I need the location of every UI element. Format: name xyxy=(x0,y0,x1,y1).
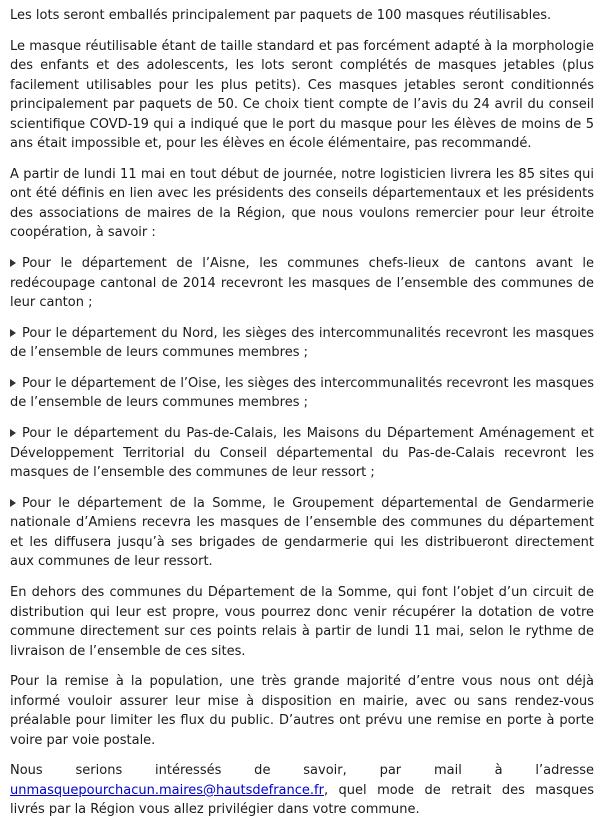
bullet-item-oise xyxy=(10,374,594,413)
triangle-bullet-icon xyxy=(10,499,16,507)
paragraph-delivery-sites: A partir de lundi 11 mai en tout début de journée, notre logisticien livrera les 85 sites qui ont été définis en lien avec les présidents des conseils départementaux et les présidents des associations de maires de la Région, que nous voulons remercier pour leur étroite coopération, à savoir : xyxy=(10,166,594,241)
bullet-item-pas-de-calais xyxy=(10,424,594,483)
email-link[interactable]: unmasquepourchacun.maires@hautsdefrance.fr xyxy=(10,782,324,798)
paragraph-population-distribution: Pour la remise à la population, une très grande majorité d’entre vous nous ont déjà informé vouloir assurer leur mise à disposition en mairie, avec ou sans rendez-vous préalable pour limiter les flux du public. D’autres ont prévu une remise en porte à porte voire par voie postale. xyxy=(10,674,594,748)
paragraph-packaging: Les lots seront emballés principalement par paquets de 100 masques réutilisables. xyxy=(10,8,552,23)
bullet-item-nord xyxy=(10,324,594,363)
bullet-text: Pour le département de la Somme, le Groupement départemental de Gendarmerie nationale d’Amiens recevra les masques de l’ensemble des communes du département et les diffusera jusqu’à ses brigades de gendarmerie qui les distribueront directement aux communes de leur ressort. xyxy=(10,495,594,570)
bullet-text: Pour le département de l’Aisne, les communes chefs-lieux de cantons avant le redécoupage cantonal de 2014 recevront les masques de l’ensemble des communes de leur canton ; xyxy=(10,256,594,311)
bullet-item-aisne xyxy=(10,254,594,313)
paragraph-relay-points: En dehors des communes du Département de la Somme, qui font l’objet d’un circuit de distribution qui leur est propre, vous pourrez donc venir récupérer la dotation de votre commune directement sur ces points relais à partir de lundi 11 mai, selon le rythme de livraison de l’ensemble de ces sites. xyxy=(10,585,594,659)
triangle-bullet-icon xyxy=(10,429,16,437)
paragraph-disposable-masks: Le masque réutilisable étant de taille standard et pas forcément adapté à la morphologie des enfants et des adolescents, les lots seront complétés de masques jetables (plus facilement utilisables pour les plus petits). Ces masques jetables seront conditionnés principalement par paquets de 50. Ce choix tient compte de l’avis du 24 avril du conseil scientifique COVD-19 qui a indiqué que le port du masque pour les élèves de moins de 5 ans était impossible et, pour les élèves en école élémentaire, pas recommandé. xyxy=(10,38,594,152)
contact-text-after: , quel mode de retrait des masques livrés par la Région vous allez privilégier dans votre commune. xyxy=(10,782,594,818)
bullet-text: Pour le département de l’Oise, les sièges des intercommunalités recevront les masques de l’ensemble de leurs communes membres ; xyxy=(10,375,594,411)
paragraph-contact-request xyxy=(10,761,594,820)
document-body xyxy=(10,6,594,831)
triangle-bullet-icon xyxy=(10,379,16,387)
bullet-text: Pour le département du Pas-de-Calais, les Maisons du Département Aménagement et Développement Territorial du Conseil départemental du Pas-de-Calais recevront les masques de l’ensemble des communes de leur ressort ; xyxy=(10,426,594,481)
bullet-text: Pour le département du Nord, les sièges des intercommunalités recevront les masques de l’ensemble de leurs communes membres ; xyxy=(10,325,594,361)
triangle-bullet-icon xyxy=(10,259,16,267)
bullet-item-somme xyxy=(10,494,594,572)
contact-text-before: Nous serions intéressés de savoir, par mail à l’adresse xyxy=(10,763,594,779)
triangle-bullet-icon xyxy=(10,329,16,337)
